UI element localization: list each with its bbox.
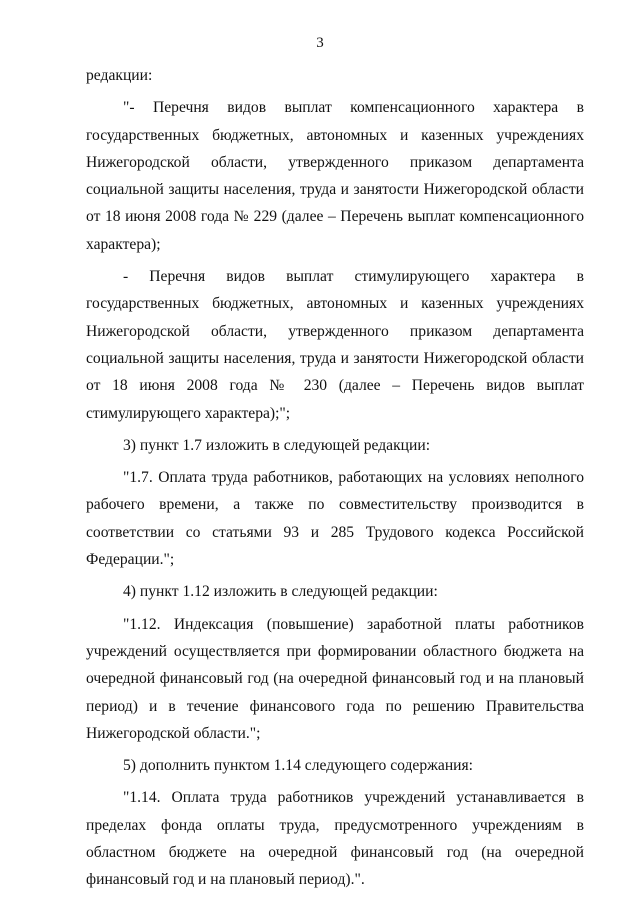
text-line: государственных бюджетных, автономных и казенных учреждениях [86,295,584,313]
text-line: "- Перечня видов выплат компенсационного характера в [123,99,584,117]
paragraph [86,752,584,779]
text-line: от 18 июня 2008 года № 230 (далее – Перечень видов выплат [86,377,584,395]
paragraph [86,94,584,258]
text-line: 4) пункт 1.12 изложить в следующей редакции: [123,583,438,601]
document-body [86,62,584,899]
paragraph [86,784,584,893]
text-line: Нижегородской области, утвержденного приказом департамента [86,153,584,171]
text-line: "1.12. Индексация (повышение) заработной платы работников [123,615,584,633]
paragraph [86,62,584,89]
text-line: финансовый год и на плановый период).". [86,871,365,889]
paragraph [86,464,584,573]
text-line: характера); [86,235,161,253]
text-line: "1.7. Оплата труда работников, работающих на условиях неполного [123,469,584,487]
paragraph [86,432,584,459]
text-line: от 18 июня 2008 года № 229 (далее – Перечень выплат компенсационного [86,208,584,226]
text-line: очередной финансовый год (на очередной финансовый год и на плановый [86,670,584,688]
text-line: - Перечня видов выплат стимулирующего характера в [123,268,584,286]
text-line: соответствии со статьями 93 и 285 Трудового кодекса Российской [86,523,584,541]
text-line: рабочего времени, а также по совместительству производится в [86,496,584,514]
text-line: редакции: [86,67,153,84]
paragraph [86,263,584,427]
text-line: учреждений осуществляется при формировании областного бюджета на [86,642,584,660]
text-line: социальной защиты населения, труда и занятости Нижегородской области [86,349,584,367]
paragraph [86,578,584,605]
text-line: Нижегородской области."; [86,724,261,742]
text-line: социальной защиты населения, труда и занятости Нижегородской области [86,181,584,199]
paragraph [86,611,584,747]
text-line: Федерации."; [86,551,175,569]
text-line: период) и в течение финансового года по решению Правительства [86,697,584,715]
text-line: государственных бюджетных, автономных и казенных учреждениях [86,126,584,144]
text-line: пределах фонда оплаты труда, предусмотренного учреждениям в [86,816,584,834]
text-line: Нижегородской области, утвержденного приказом департамента [86,322,584,340]
page-number: 3 [316,35,324,51]
text-line: "1.14. Оплата труда работников учреждений устанавливается в [123,789,584,807]
text-line: областном бюджете на очередной финансовый год (на очередной [86,844,584,862]
text-line: 5) дополнить пунктом 1.14 следующего содержания: [123,757,474,775]
paragraph-gap [86,894,584,899]
text-line: стимулирующего характера);"; [86,404,291,422]
text-line: 3) пункт 1.7 изложить в следующей редакции: [123,436,431,454]
